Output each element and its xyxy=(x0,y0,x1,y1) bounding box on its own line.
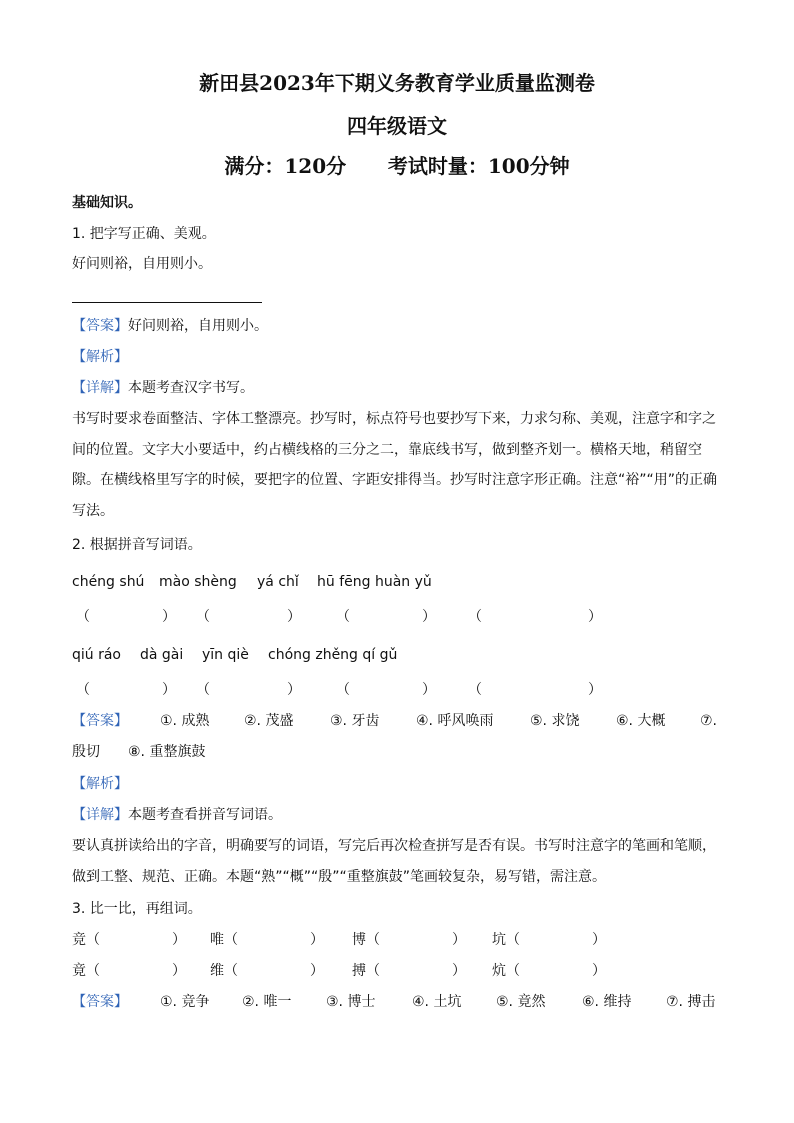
q1-answer xyxy=(72,316,268,336)
char-item: 唯（ xyxy=(210,932,238,948)
answer-item: ③. 牙齿 xyxy=(330,713,380,729)
q1-prompt: 1. 把字写正确、美观。 xyxy=(72,226,216,242)
answer-blanks-row-1: （ ） （ ） （ ） （ ） xyxy=(76,609,602,625)
answer-item: ①. 竞争 xyxy=(160,994,210,1010)
char-item: 炕（ xyxy=(492,963,520,979)
q1-text: 好问则裕，自用则小。 xyxy=(72,256,212,272)
answer-item: ⑤. 竟然 xyxy=(496,994,546,1010)
answer-item: ⑧. 重整旗鼓 xyxy=(128,744,206,760)
compare-row-2: 竟（ ） 维（ ） 搏（ ） 炕（ ） xyxy=(72,960,732,982)
pinyin-item: qiú ráo xyxy=(72,647,121,663)
detail-label: 【详解】 xyxy=(72,380,128,396)
section-heading: 基础知识。 xyxy=(72,195,142,211)
q2-answer-row-cont xyxy=(72,741,732,763)
answer-item: ④. 土坑 xyxy=(412,994,462,1010)
answer-item: ①. 成熟 xyxy=(160,713,210,729)
q1-detail-intro: 【详解】本题考查汉字书写。 xyxy=(72,380,254,396)
answer-blank-line xyxy=(72,302,262,303)
pinyin-item: chéng shú xyxy=(72,574,145,590)
answer-item: ⑥. 维持 xyxy=(582,994,632,1010)
answer-item: ③. 博士 xyxy=(326,994,376,1010)
answer-label: 【答案】 xyxy=(72,994,128,1010)
answer-label: 【答案】 xyxy=(72,713,128,729)
pinyin-item: hū fēng huàn yǔ xyxy=(317,574,432,590)
compare-row-1: 竞（ ） 唯（ ） 博（ ） 坑（ ） xyxy=(72,929,732,951)
analysis-label: 【解析】 xyxy=(72,349,128,365)
q2-prompt: 2. 根据拼音写词语。 xyxy=(72,537,202,553)
char-item: 搏（ xyxy=(352,963,380,979)
q2-detail-body: 要认真拼读给出的字音，明确要写的词语，写完后再次检查拼写是否有误。书写时注意字的笔画和笔顺，做到工整、规范、正确。本题“熟”“概”“殷”“重整旗鼓”笔画较复杂，易写错，需注意。 xyxy=(72,838,716,885)
q3-answer-row xyxy=(72,991,732,1013)
answer-label: 【答案】 xyxy=(72,318,128,334)
char-item: 博（ xyxy=(352,932,380,948)
detail-label: 【详解】 xyxy=(72,807,128,823)
answer-item: ⑦. 搏击 xyxy=(666,994,716,1010)
char-item: 竟（ xyxy=(72,963,100,979)
answer-item: 殷切 xyxy=(72,744,100,760)
q2-answer-row xyxy=(72,710,732,732)
char-item: 坑（ xyxy=(492,932,520,948)
answer-item: ⑥. 大概 xyxy=(616,713,666,729)
pinyin-row-1 xyxy=(72,571,732,593)
answer-item: ⑦. xyxy=(700,713,718,729)
pinyin-item: mào shèng xyxy=(159,574,237,590)
q3-prompt: 3. 比一比，再组词。 xyxy=(72,901,202,917)
score-info: 满分：120分 考试时量：100分钟 xyxy=(224,154,570,178)
pinyin-item: yá chǐ xyxy=(257,574,299,590)
analysis-label: 【解析】 xyxy=(72,776,128,792)
answer-item: ②. 茂盛 xyxy=(244,713,294,729)
pinyin-item: chóng zhěng qí gǔ xyxy=(268,647,398,663)
pinyin-item: dà gài xyxy=(140,647,184,663)
char-item: 竞（ xyxy=(72,932,100,948)
q1-detail-body: 书写时要求卷面整洁、字体工整漂亮。抄写时，标点符号也要抄写下来，力求匀称、美观，注意字和字之间的位置。文字大小要适中，约占横线格的三分之二，靠底线书写，做到整齐划一。横格天地，稍留空隙。在横线格里写字的时候，要把字的位置、字距安排得当。抄写时注意字形正确。注意“裕”“用”的正确写法。 xyxy=(72,411,718,519)
answer-text: 好问则裕，自用则小。 xyxy=(128,318,268,334)
exam-title: 新田县2023年下期义务教育学业质量监测卷 xyxy=(199,71,595,95)
exam-subtitle: 四年级语文 xyxy=(347,114,447,138)
pinyin-item: yīn qiè xyxy=(202,647,249,663)
char-item: 维（ xyxy=(210,963,238,979)
answer-item: ④. 呼风唤雨 xyxy=(416,713,494,729)
answer-item: ⑤. 求饶 xyxy=(530,713,580,729)
answer-item: ②. 唯一 xyxy=(242,994,292,1010)
pinyin-row-2 xyxy=(72,644,732,666)
q2-detail-intro: 【详解】本题考查看拼音写词语。 xyxy=(72,807,282,823)
answer-blanks-row-2: （ ） （ ） （ ） （ ） xyxy=(76,682,602,698)
